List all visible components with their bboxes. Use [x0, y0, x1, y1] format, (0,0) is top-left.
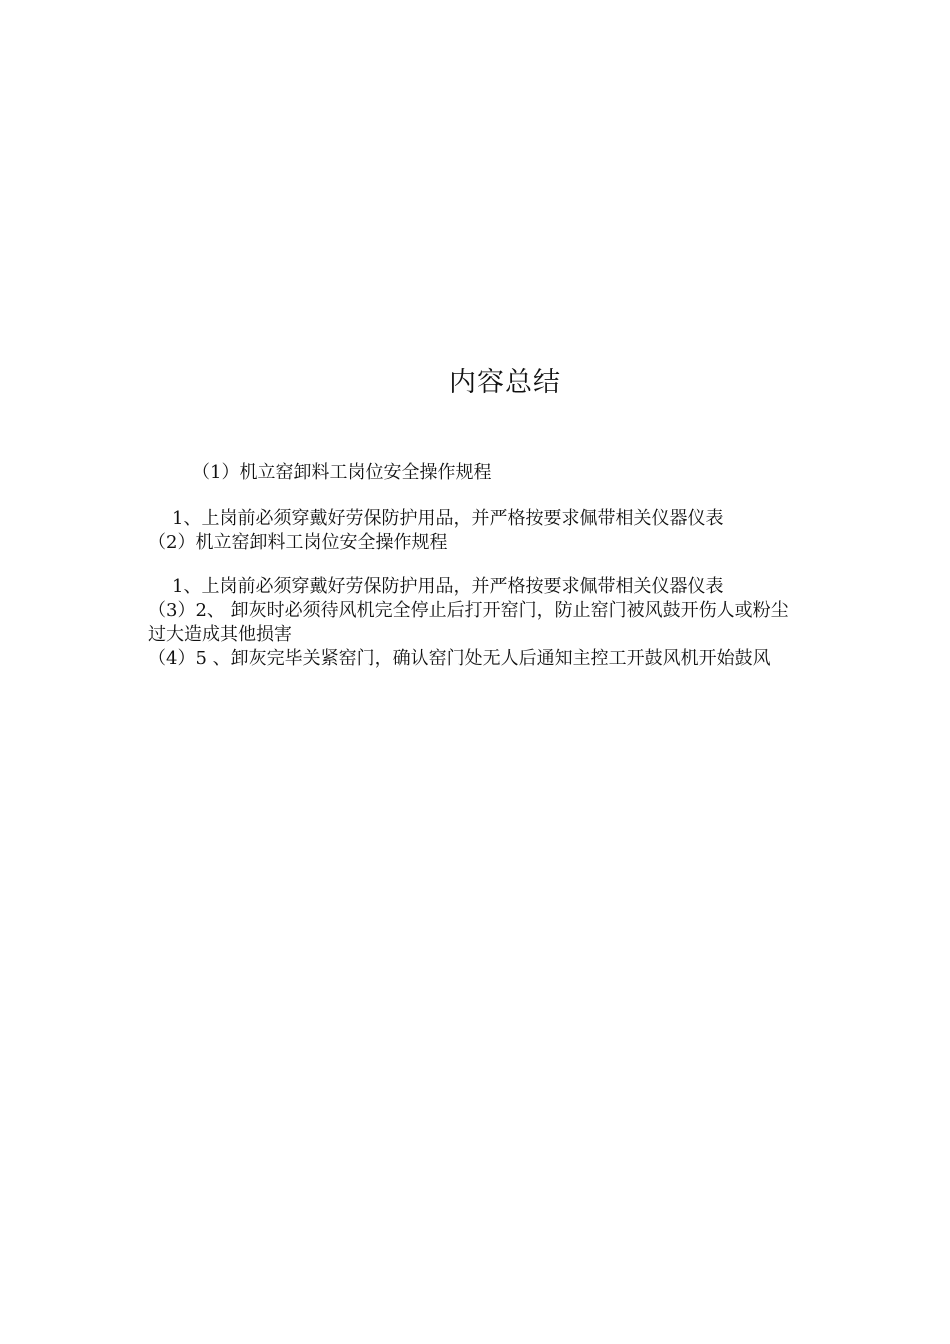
document-body — [148, 461, 798, 671]
section-item-2: 1、上岗前必须穿戴好劳保防护用品，并严格按要求佩带相关仪器仪表 — [172, 576, 724, 597]
section-item-3: （3）2、 卸灰时必须待风机完全停止后打开窑门，防止窑门被风鼓开伤人或粉尘过大造成其他损害 — [148, 600, 789, 645]
section-heading-2: （2）机立窑卸料工岗位安全操作规程 — [148, 532, 448, 553]
section-item-1: 1、上岗前必须穿戴好劳保防护用品，并严格按要求佩带相关仪器仪表 — [172, 508, 724, 529]
page-title: 内容总结 — [449, 367, 561, 398]
section-item-4: （4）5 、卸灰完毕关紧窑门，确认窑门处无人后通知主控工开鼓风机开始鼓风 — [148, 648, 771, 669]
section-heading-1: （1）机立窑卸料工岗位安全操作规程 — [192, 462, 492, 483]
